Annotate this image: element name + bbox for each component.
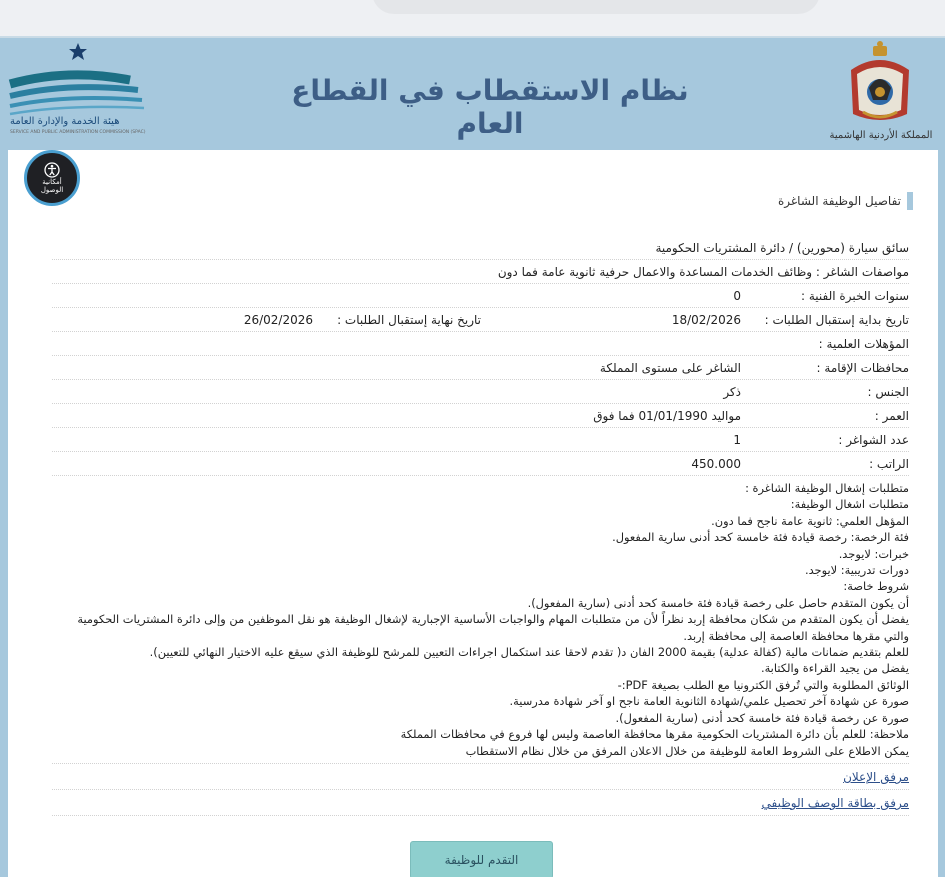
experience-row: [52, 284, 909, 308]
salary-value: 450.000: [691, 457, 741, 471]
requirement-line: صورة عن شهادة آخر تحصيل علمي/شهادة الثانوية العامة ناجح او آخر شهادة مدرسية.: [509, 694, 909, 709]
requirement-line: الوثائق المطلوبة والتي تُرفق الكترونيا مع الطلب بصيغة PDF:-: [617, 677, 909, 692]
section-heading-bar: [907, 192, 913, 210]
site-title: نظام الاستقطاب في القطاع العام: [291, 74, 689, 140]
requirement-line: المؤهل العلمي: ثانوية عامة ناجح فما دون.: [711, 513, 909, 528]
residence-row: [52, 356, 909, 380]
requirement-line: متطلبات إشغال الوظيفة الشاغرة :: [745, 481, 909, 495]
experience-value: 0: [733, 289, 741, 303]
job-specs-row: [52, 260, 909, 284]
requirement-line: ملاحظة: للعلم بأن دائرة المشتريات الحكومية مقرها محافظة العاصمة وليس لها فروع في محافظات المملكة: [400, 727, 909, 742]
job-details: [52, 236, 909, 816]
agency-subtitle: SERVICE AND PUBLIC ADMINISTRATION COMMISSION (SPAC): [10, 130, 146, 135]
age-value: مواليد 01/01/1990 فما فوق: [593, 409, 741, 423]
requirement-line: صورة عن رخصة قيادة فئة خامسة كحد أدنى (سارية المفعول).: [615, 710, 909, 725]
vacancies-value: 1: [733, 433, 741, 447]
job-specs: مواصفات الشاغر : وظائف الخدمات المساعدة والاعمال حرفية ثانوية عامة فما دون: [497, 265, 909, 279]
browser-address-pill[interactable]: [372, 0, 820, 14]
requirement-line: شروط خاصة:: [843, 579, 909, 594]
end-date-label: تاريخ نهاية إستقبال الطلبات :: [337, 313, 481, 327]
accessibility-label-2: الوصول: [40, 186, 64, 194]
gender-value: ذكر: [723, 385, 741, 399]
requirement-line: يمكن الاطلاع على الشروط العامة للوظيفة من خلال الاعلان المرفق من خلال نظام الاستقطاب: [465, 743, 909, 758]
accessibility-button[interactable]: [24, 150, 80, 206]
crest-caption: المملكة الأردنية الهاشمية: [829, 130, 933, 141]
gender-row: [52, 380, 909, 404]
agency-name: هيئة الخدمة والإدارة العامة: [10, 116, 120, 127]
requirement-line: فئة الرخصة: رخصة قيادة فئة خامسة كحد أدنى سارية المفعول.: [612, 530, 909, 545]
gender-label: الجنس :: [867, 385, 909, 399]
requirement-line: أن يكون المتقدم حاصل على رخصة قيادة فئة خامسة كحد أدنى (سارية المفعول).: [527, 595, 909, 610]
salary-row: [52, 452, 909, 476]
accessibility-icon: [44, 162, 60, 178]
section-title: تفاصيل الوظيفة الشاغرة: [778, 194, 901, 208]
experience-label: سنوات الخبرة الفنية :: [801, 289, 909, 303]
apply-job-button[interactable]: التقدم للوظيفة: [410, 841, 553, 877]
requirement-line: خبرات: لايوجد.: [838, 546, 909, 561]
site-header: [0, 36, 945, 150]
job-title: سائق سيارة (محورين) / دائرة المشتريات الحكومية: [655, 241, 909, 255]
vacancies-row: [52, 428, 909, 452]
end-date-value: 26/02/2026: [243, 313, 313, 327]
requirements-block: [52, 476, 909, 764]
jordan-crest-icon: [845, 40, 915, 126]
age-row: [52, 404, 909, 428]
residence-value: الشاغر على مستوى المملكة: [599, 361, 741, 375]
qualifications-label: المؤهلات العلمية :: [818, 337, 909, 351]
qualifications-row: [52, 332, 909, 356]
residence-label: محافظات الإقامة :: [816, 361, 909, 375]
announcement-attachment-link[interactable]: مرفق الإعلان: [843, 769, 909, 784]
agency-logo-icon: [8, 40, 148, 120]
requirement-line: يفضل أن يكون المتقدم من شكان محافظة إربد نظراً لأن من متطلبات المهام والواجبات الأساسية الإجبارية لإشغال الوظيفة هو نقل الموظفين من وإلى دائرة المشتريات الحكومية والتي مقرها محافظة العاصمة إلى محافظة إربد.: [77, 612, 909, 643]
salary-label: الراتب :: [869, 457, 909, 471]
start-date-value: 18/02/2026: [671, 313, 741, 327]
requirement-line: متطلبات اشغال الوظيفة:: [790, 497, 909, 512]
start-date-label: تاريخ بداية إستقبال الطلبات :: [764, 313, 909, 327]
dates-row: [52, 308, 909, 332]
vacancies-label: عدد الشواغر :: [838, 433, 909, 447]
accessibility-label-1: أمكانية: [42, 178, 62, 186]
job-title-row: [52, 236, 909, 260]
requirement-line: دورات تدريبية: لايوجد.: [804, 563, 909, 578]
requirement-line: للعلم بتقديم ضمانات مالية (كفالة عدلية) بقيمة 2000 الفان د( تقدم لاحقا عند استكمال اجراءات التعيين للمرشح للوظيفة الذي سيقع عليه الاختيار النهائي للتعيين).: [149, 645, 909, 660]
announcement-link-row: [52, 764, 909, 790]
job-card-attachment-link[interactable]: مرفق بطاقة الوصف الوظيفي: [761, 795, 909, 810]
job-card-link-row: [52, 790, 909, 816]
section-heading: [778, 192, 913, 210]
requirement-line: يفضل من يجيد القراءة والكتابة.: [760, 661, 909, 676]
age-label: العمر :: [874, 409, 909, 423]
